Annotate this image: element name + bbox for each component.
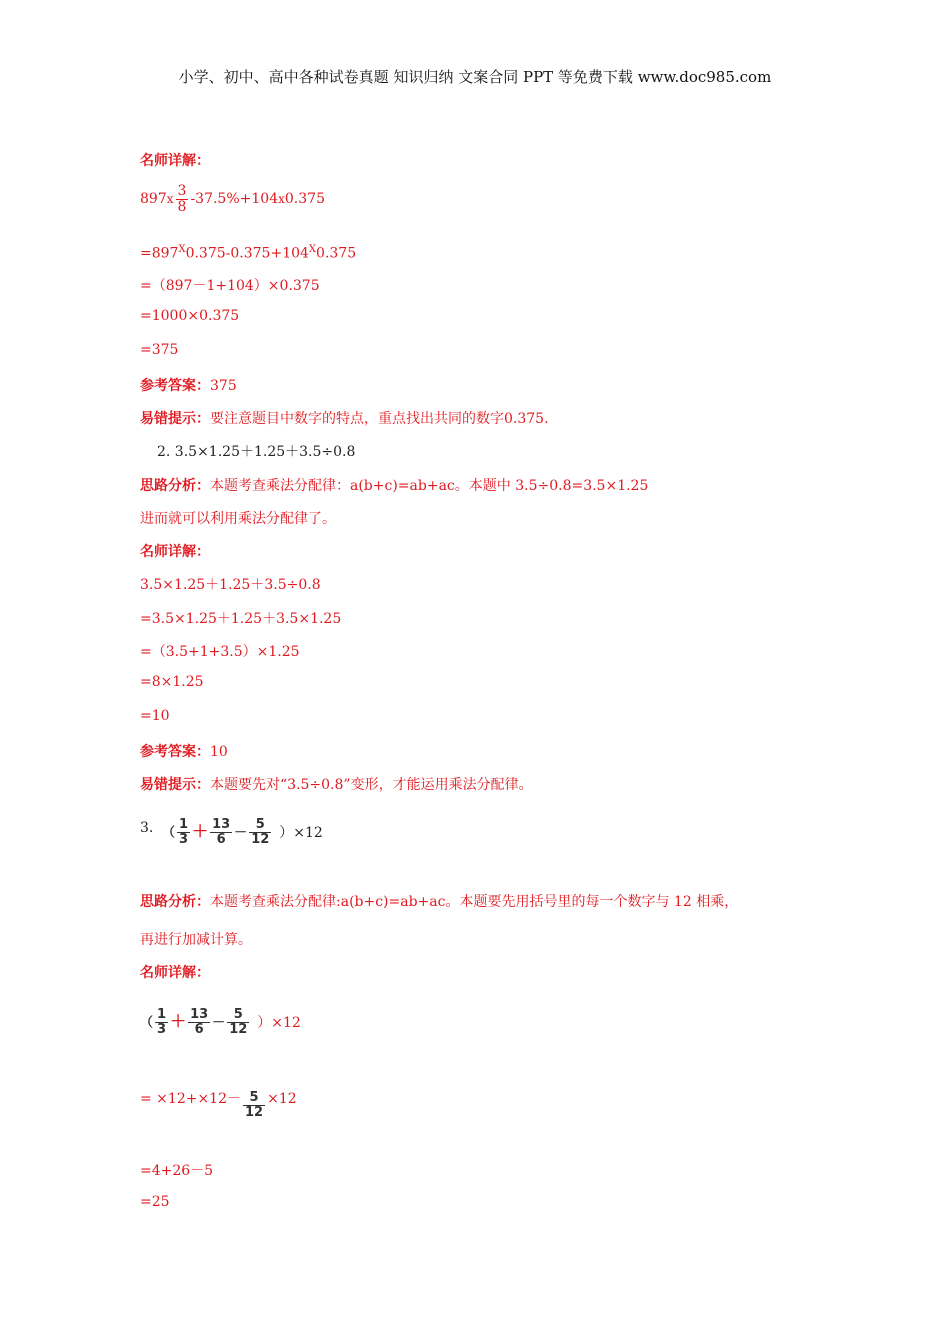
analysis-label: 思路分析： [140,894,210,910]
step-2: =3.5×1.25＋1.25＋3.5×1.25 [140,611,342,627]
problem-3-expression: （ $\frac{1}{3}$ ＋ $\frac{13}{6}$ － $\frac{5}{12}$ ）×12 [162,817,323,847]
step-1: $=897^X0.375-0.375+104^X0.375$ [140,244,357,262]
step-4: =8×1.25 [140,674,204,690]
analysis-line-2: 进而就可以利用乘法分配律了。 [140,511,336,527]
answer-label: 参考答案： [140,744,210,760]
detail-label: 名师详解： [140,544,210,560]
detail-label: 名师详解： [140,965,210,981]
tip-line [140,408,549,428]
detail-step-1: = ×12+×12－ $\frac{5}{12}$ ×12 [140,1090,297,1120]
answer-line [140,741,228,761]
problem-3-number: 3. [140,820,154,836]
detail-label: 名师详解： [140,153,210,169]
step-3: =1000×0.375 [140,308,240,324]
tip-label: 易错提示： [140,411,210,427]
step-5: =10 [140,708,170,724]
analysis-line-1 [140,891,738,911]
analysis-label: 思路分析： [140,478,210,494]
step-1: 3.5×1.25＋1.25＋3.5÷0.8 [140,577,321,593]
problem-2: 2. 3.5×1.25＋1.25＋3.5÷0.8 [157,444,356,460]
detail-step-2: =4+26－5 [140,1163,214,1179]
tip-text: 要注意题目中数字的特点，重点找出共同的数字0.375. [210,411,549,427]
answer-line [140,375,237,395]
analysis-line-1 [140,475,648,495]
answer-label: 参考答案： [140,378,210,394]
step-4: =375 [140,342,179,358]
analysis-line-2: 再进行加减计算。 [140,932,252,948]
analysis-text: 本题考查乘法分配律：a(b+c)=ab+ac。本题中 3.5÷0.8=3.5×1.25 [210,478,649,494]
detail-step-3: =25 [140,1194,170,1210]
step-2: =（897－1+104）×0.375 [140,278,320,294]
analysis-text: 本题考查乘法分配律:a(b+c)=ab+ac。本题要先用括号里的每一个数字与 12 相乘， [210,894,739,910]
tip-text: 本题要先对“3.5÷0.8”变形，才能运用乘法分配律。 [210,777,533,793]
tip-label: 易错提示： [140,777,210,793]
expression-1: 897x $\frac{3}{8}$ -37.5%+104x0.375 [140,183,325,215]
page-header: 小学、初中、高中各种试卷真题 知识归纳 文案合同 PPT 等免费下载 www.doc985.com [178,68,772,86]
answer-value: 10 [210,744,228,760]
answer-value: 375 [210,378,237,394]
tip-line [140,774,533,794]
step-3: =（3.5+1+3.5）×1.25 [140,644,300,660]
detail-expression: （ $\frac{1}{3}$ ＋ $\frac{13}{6}$ － $\frac{5}{12}$ ）×12 [140,1007,301,1037]
